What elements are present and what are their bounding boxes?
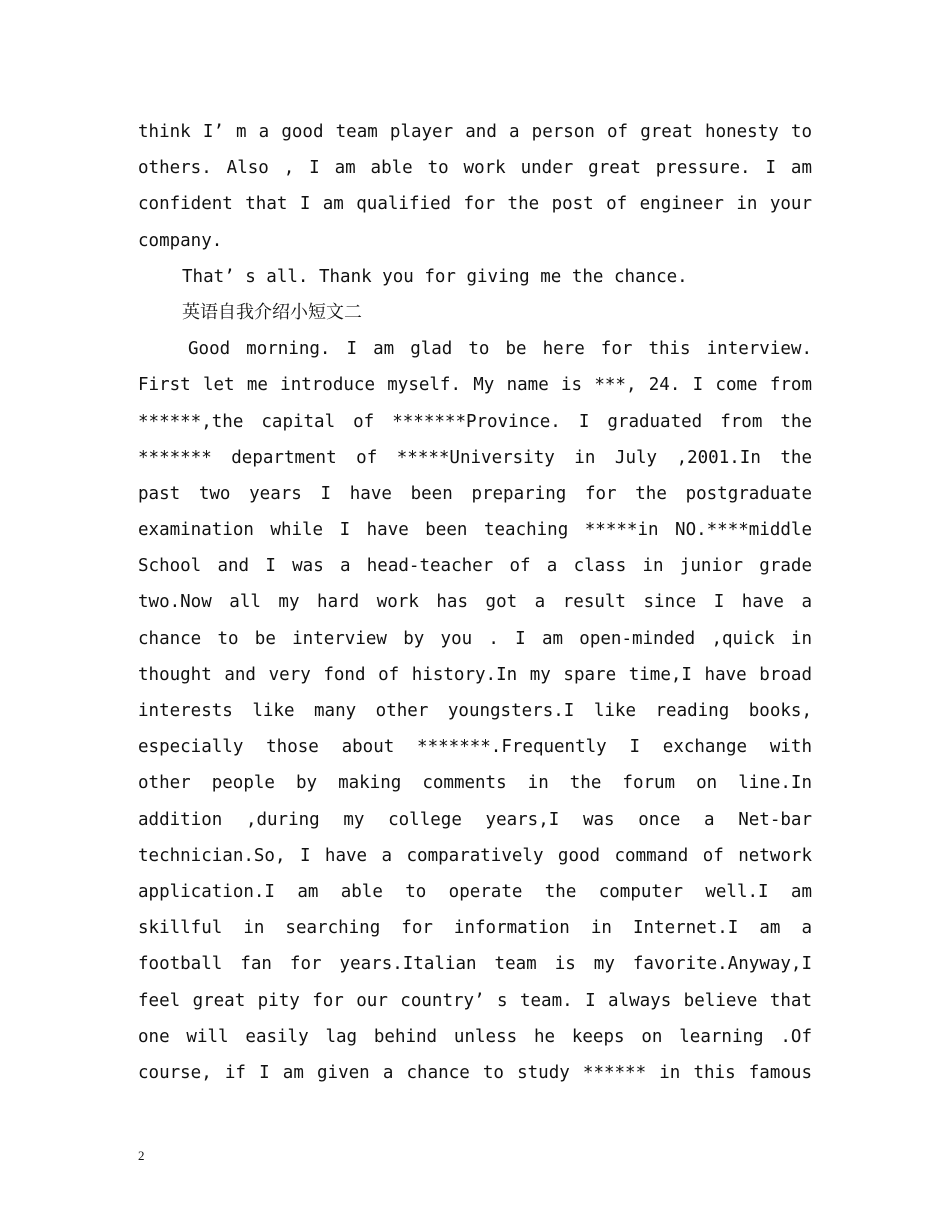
paragraph-line: skillful in searching for information in Internet.I am a <box>138 918 812 939</box>
paragraph-line: Good morning. I am glad to be here for this interview. <box>188 339 812 360</box>
paragraph-line: application.I am able to operate the computer well.I am <box>138 881 812 902</box>
paragraph-line: feel great pity for our country’ s team. I always believe that <box>138 990 812 1011</box>
paragraph-line: past two years I have been preparing for the postgraduate <box>138 483 812 504</box>
paragraph-line: think I’ m a good team player and a person of great honesty to <box>138 122 812 142</box>
paragraph-line: interests like many other youngsters.I like reading books, <box>138 701 812 721</box>
paragraph-line: examination while I have been teaching *****in NO.****middle <box>138 520 812 541</box>
paragraph-line: First let me introduce myself. My name is ***, 24. I come from <box>138 375 812 396</box>
closing-line: That’ s all. Thank you for giving me the chance. <box>182 266 688 287</box>
paragraph-line: company. <box>138 230 223 251</box>
paragraph-line: others. Also , I am able to work under great pressure. I am <box>138 158 812 179</box>
paragraph-line: School and I was a head-teacher of a class in junior grade <box>138 556 812 577</box>
section-heading: 英语自我介绍小短文二 <box>182 301 362 323</box>
paragraph-line: thought and very fond of history.In my spare time,I have broad <box>138 664 812 685</box>
paragraph-line: technician.So, I have a comparatively good command of network <box>138 845 812 866</box>
paragraph-line: especially those about *******.Frequently I exchange with <box>138 737 812 758</box>
page-number: 2 <box>138 1148 145 1163</box>
paragraph-line: two.Now all my hard work has got a result since I have a <box>138 592 812 613</box>
paragraph-line: ******,the capital of *******Province. I graduated from the <box>138 411 812 432</box>
paragraph-line: chance to be interview by you . I am open-minded ,quick in <box>138 628 812 649</box>
paragraph-line: ******* department of *****University in July ,2001.In the <box>138 447 812 468</box>
body-text <box>138 114 812 1091</box>
paragraph-line: football fan for years.Italian team is my favorite.Anyway,I <box>138 954 812 975</box>
paragraph-line: course, if I am given a chance to study ****** in this famous <box>138 1062 812 1083</box>
paragraph-line: other people by making comments in the forum on line.In <box>138 773 812 794</box>
paragraph-line: confident that I am qualified for the post of engineer in your <box>138 194 812 215</box>
paragraph-line: one will easily lag behind unless he keeps on learning .Of <box>138 1026 812 1047</box>
paragraph-line: addition ,during my college years,I was once a Net-bar <box>138 809 812 830</box>
